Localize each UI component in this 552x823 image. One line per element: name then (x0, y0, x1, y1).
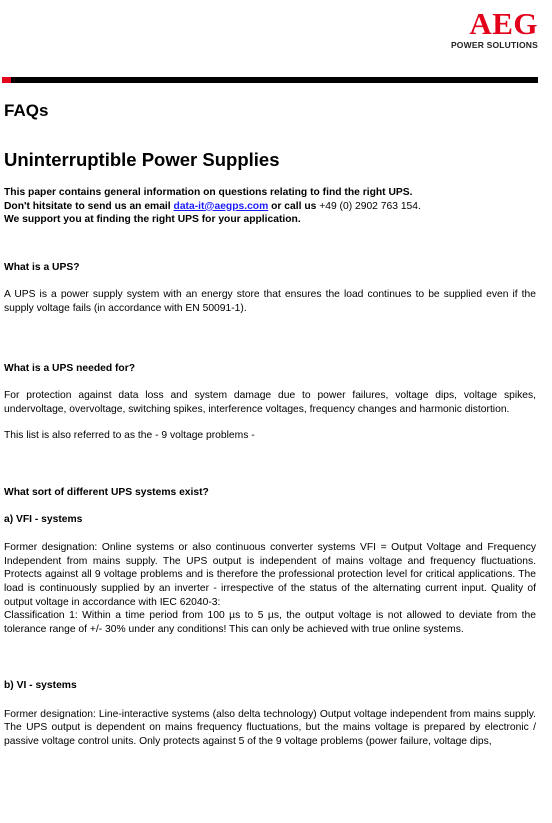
vfi-description: Former designation: Online systems or also continuous converter systems VFI = Output Voltage and Frequency Independent from mains supply. The UPS output is independent of mains voltage and frequency fluctuations. Protects against all 9 voltage problems and is therefore the professional protection level for critical applications. The load is continuously supplied by an inverter - irrespective of the status of the alternating current input. Quality of output voltage in accordance with IEC 62040-3: (4, 542, 536, 608)
phone-number: +49 (0) 2902 763 154. (319, 200, 421, 212)
logo-tagline: POWER SOLUTIONS (450, 40, 538, 50)
document-body (4, 100, 536, 749)
vi-heading: b) VI - systems (4, 680, 77, 692)
intro-line-1: This paper contains general information on questions relating to find the right UPS. (4, 187, 413, 198)
logo-brand: AEG (469, 6, 538, 41)
question-ups-systems: What sort of different UPS systems exist? (4, 486, 209, 498)
voltage-problems-note: This list is also referred to as the - 9 voltage problems - (4, 430, 255, 442)
question-what-is-ups: What is a UPS? (4, 261, 80, 273)
intro-line-2 (4, 200, 536, 214)
question-ups-needed: What is a UPS needed for? (4, 362, 136, 374)
intro-line-3: We support you at finding the right UPS for your application. (4, 214, 301, 226)
aeg-logo (451, 8, 538, 50)
intro-paragraph (4, 186, 536, 227)
intro-email-prompt: Don't hitsitate to send us an email (4, 200, 171, 212)
vfi-classification: Classification 1: Within a time period from 100 µs to 5 µs, the output voltage is not allowed to deviate from the tolerance range of +/- 30% under any conditions! This can only be achieved with true online systems. (4, 610, 536, 635)
document-title: Uninterruptible Power Supplies (4, 149, 280, 170)
answer-what-is-ups: A UPS is a power supply system with an energy store that ensures the load continues to be supplied even if the supply voltage fails (in accordance with EN 50091-1). (4, 289, 536, 314)
page-heading: FAQs (4, 101, 49, 120)
answer-ups-needed: For protection against data loss and system damage due to power failures, voltage dips, voltage spikes, undervoltage, overvoltage, switching spikes, interference voltages, frequency changes and harmonic distortion. (4, 390, 536, 415)
header-rule-accent (2, 77, 11, 83)
vi-description: Former designation: Line-interactive systems (also delta technology) Output voltage independent from mains supply. The UPS output is dependent on mains frequency fluctuations, but the mains voltage is prepared by electronic / passive voltage control units. Only protects against 5 of the 9 voltage problems (power failure, voltage dips, (4, 708, 536, 748)
header-rule (2, 77, 538, 83)
intro-call-prompt: or call us (271, 200, 317, 212)
email-link[interactable]: data-it@aegps.com (173, 200, 269, 212)
vfi-heading: a) VFI - systems (4, 513, 83, 525)
